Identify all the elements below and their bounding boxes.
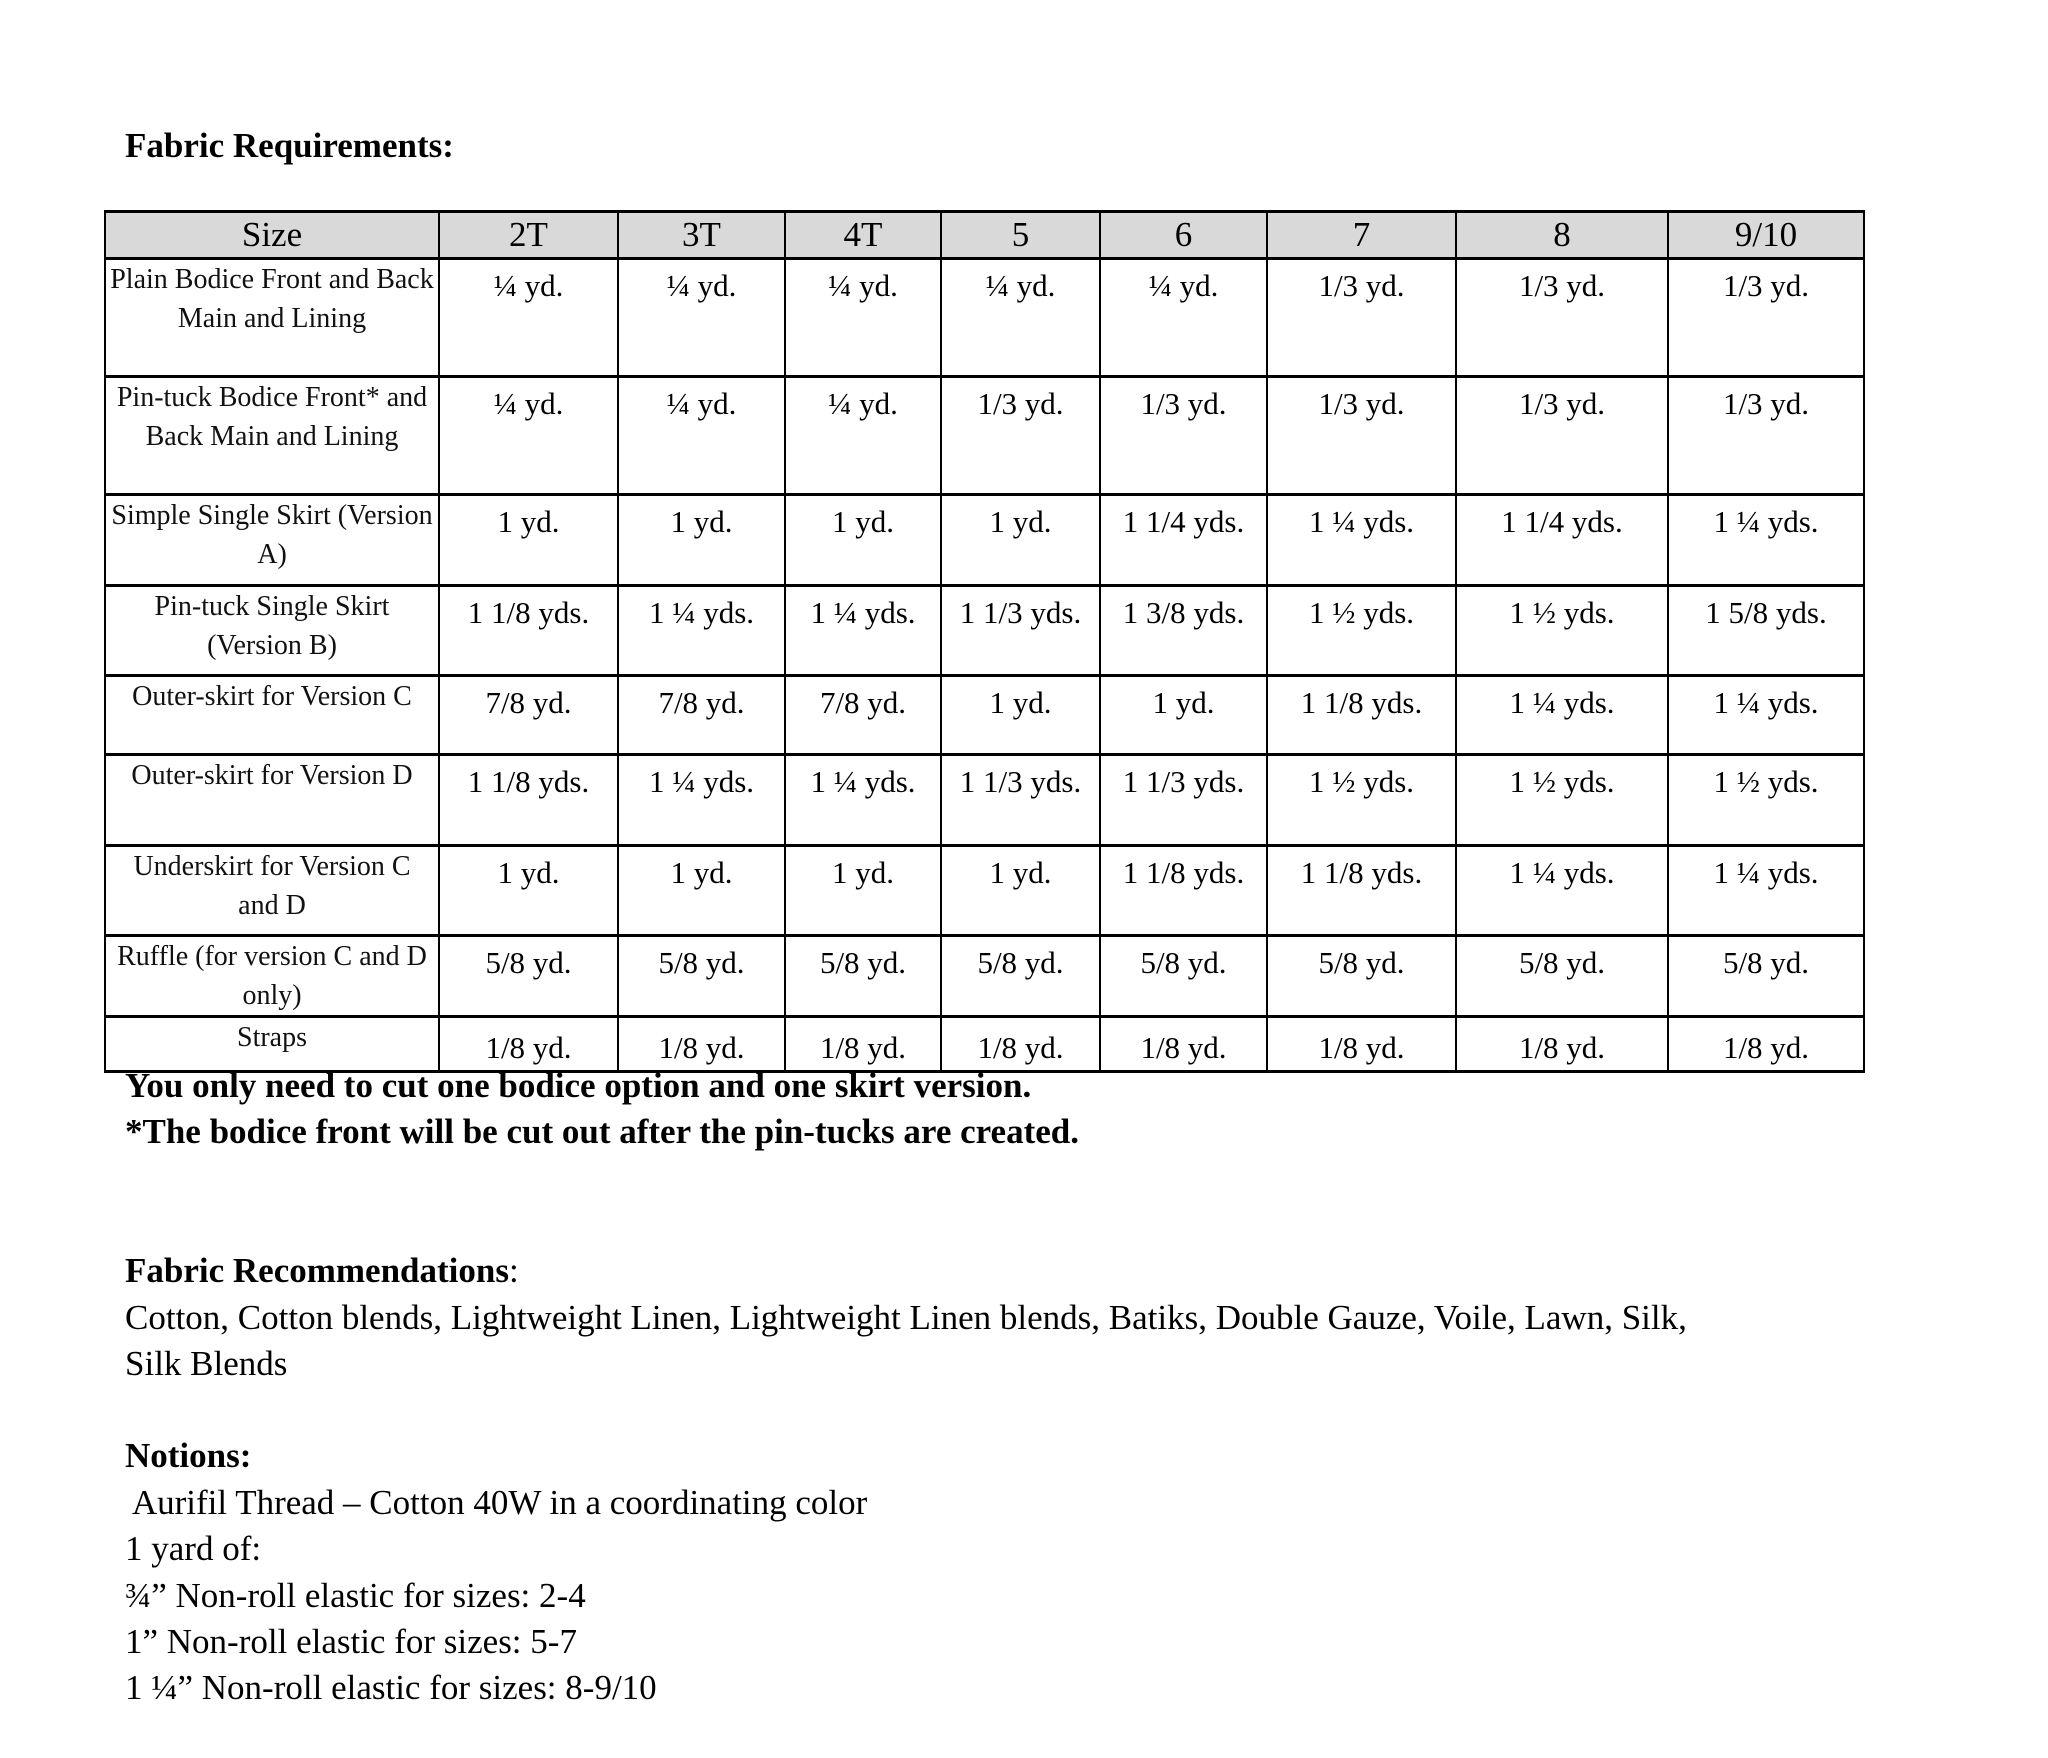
table-cell: 1 ¼ yds. bbox=[1456, 846, 1668, 936]
table-cell: 1 ¼ yds. bbox=[1668, 846, 1864, 936]
notion-item: 1” Non-roll elastic for sizes: 5-7 bbox=[125, 1622, 577, 1661]
header-size-7: 7 bbox=[1267, 212, 1456, 259]
table-cell: 1 yd. bbox=[785, 846, 941, 936]
table-cell: 1 ½ yds. bbox=[1267, 586, 1456, 676]
header-size-5: 5 bbox=[941, 212, 1100, 259]
table-row bbox=[105, 936, 1864, 1017]
header-size-3T: 3T bbox=[618, 212, 785, 259]
table-cell: 5/8 yd. bbox=[1668, 936, 1864, 1017]
notions-heading: Notions: bbox=[125, 1436, 252, 1475]
table-cell: ¼ yd. bbox=[941, 259, 1100, 377]
header-size-4T: 4T bbox=[785, 212, 941, 259]
table-cell: ¼ yd. bbox=[1100, 259, 1267, 377]
table-cell: ¼ yd. bbox=[785, 377, 941, 495]
table-cell: 1 yd. bbox=[1100, 676, 1267, 755]
table-cell: 1/3 yd. bbox=[1456, 377, 1668, 495]
table-cell: 1 yd. bbox=[785, 495, 941, 586]
table-cell: 1/3 yd. bbox=[941, 377, 1100, 495]
table-cell: 5/8 yd. bbox=[1100, 936, 1267, 1017]
table-cell: 1/8 yd. bbox=[941, 1017, 1100, 1072]
table-cell: 1 1/4 yds. bbox=[1100, 495, 1267, 586]
table-cell: 1 ¼ yds. bbox=[1668, 676, 1864, 755]
table-row bbox=[105, 259, 1864, 377]
table-row bbox=[105, 846, 1864, 936]
table-cell: 1 ¼ yds. bbox=[618, 586, 785, 676]
table-cell: 1 ¼ yds. bbox=[1456, 676, 1668, 755]
table-cell: 1 1/8 yds. bbox=[439, 755, 618, 846]
row-label: Pin-tuck Single Skirt (Version B) bbox=[105, 586, 439, 676]
table-cell: 1 1/3 yds. bbox=[1100, 755, 1267, 846]
table-cell: 1 yd. bbox=[941, 846, 1100, 936]
row-label: Outer-skirt for Version D bbox=[105, 755, 439, 846]
table-cell: 1 yd. bbox=[941, 495, 1100, 586]
table-header-row bbox=[105, 212, 1864, 259]
row-label: Ruffle (for version C and D only) bbox=[105, 936, 439, 1017]
table-cell: 1 5/8 yds. bbox=[1668, 586, 1864, 676]
table-row bbox=[105, 755, 1864, 846]
table-cell: 1/8 yd. bbox=[785, 1017, 941, 1072]
table-cell: 1 3/8 yds. bbox=[1100, 586, 1267, 676]
table-cell: 1 ½ yds. bbox=[1456, 586, 1668, 676]
table-cell: 5/8 yd. bbox=[1456, 936, 1668, 1017]
table-row bbox=[105, 377, 1864, 495]
table-cell: 1/3 yd. bbox=[1668, 259, 1864, 377]
recommendations-colon: : bbox=[508, 1251, 519, 1290]
note-bodice-front: *The bodice front will be cut out after the pin-tucks are created. bbox=[125, 1112, 1079, 1151]
table-cell: 1/3 yd. bbox=[1267, 259, 1456, 377]
table-row bbox=[105, 495, 1864, 586]
header-size-9-10: 9/10 bbox=[1668, 212, 1864, 259]
table-cell: 1/3 yd. bbox=[1668, 377, 1864, 495]
header-size-8: 8 bbox=[1456, 212, 1668, 259]
table-cell: 5/8 yd. bbox=[1267, 936, 1456, 1017]
table-row bbox=[105, 1017, 1864, 1072]
table-cell: 7/8 yd. bbox=[785, 676, 941, 755]
table-cell: ¼ yd. bbox=[618, 377, 785, 495]
table-cell: 1 ½ yds. bbox=[1668, 755, 1864, 846]
header-size-6: 6 bbox=[1100, 212, 1267, 259]
row-label: Straps bbox=[105, 1017, 439, 1072]
table-cell: 1/8 yd. bbox=[1668, 1017, 1864, 1072]
recommendations-heading: Fabric Recommendations bbox=[125, 1251, 509, 1290]
row-label: Underskirt for Version C and D bbox=[105, 846, 439, 936]
table-cell: 1/8 yd. bbox=[1456, 1017, 1668, 1072]
note-cut-one: You only need to cut one bodice option and one skirt version. bbox=[125, 1066, 1032, 1105]
header-size: Size bbox=[105, 212, 439, 259]
table-cell: 1/8 yd. bbox=[1100, 1017, 1267, 1072]
table-cell: 1 1/8 yds. bbox=[439, 586, 618, 676]
notion-item: ¾” Non-roll elastic for sizes: 2-4 bbox=[125, 1576, 586, 1615]
table-cell: 1 ¼ yds. bbox=[785, 586, 941, 676]
table-cell: 7/8 yd. bbox=[439, 676, 618, 755]
row-label: Simple Single Skirt (Version A) bbox=[105, 495, 439, 586]
table-cell: ¼ yd. bbox=[785, 259, 941, 377]
table-cell: 1 yd. bbox=[618, 495, 785, 586]
table-row bbox=[105, 676, 1864, 755]
table-cell: 1/3 yd. bbox=[1267, 377, 1456, 495]
row-label: Outer-skirt for Version C bbox=[105, 676, 439, 755]
table-cell: 5/8 yd. bbox=[941, 936, 1100, 1017]
table-cell: 1 ¼ yds. bbox=[1267, 495, 1456, 586]
table-row bbox=[105, 586, 1864, 676]
table-cell: 1 ¼ yds. bbox=[618, 755, 785, 846]
table-cell: 1/8 yd. bbox=[1267, 1017, 1456, 1072]
recommendations-heading-line bbox=[125, 1251, 519, 1291]
notion-item: 1 yard of: bbox=[125, 1529, 262, 1568]
table-cell: 1 yd. bbox=[941, 676, 1100, 755]
table-cell: 7/8 yd. bbox=[618, 676, 785, 755]
table-cell: 1/8 yd. bbox=[439, 1017, 618, 1072]
table-cell: 5/8 yd. bbox=[618, 936, 785, 1017]
table-cell: 1 ¼ yds. bbox=[1668, 495, 1864, 586]
table-cell: 1 yd. bbox=[439, 495, 618, 586]
notion-item: Aurifil Thread – Cotton 40W in a coordinating color bbox=[125, 1483, 868, 1522]
table-cell: 5/8 yd. bbox=[439, 936, 618, 1017]
table-cell: 1 ½ yds. bbox=[1456, 755, 1668, 846]
row-label: Plain Bodice Front and Back Main and Lining bbox=[105, 259, 439, 377]
table-cell: 1 1/4 yds. bbox=[1456, 495, 1668, 586]
table-cell: 1/3 yd. bbox=[1456, 259, 1668, 377]
table-cell: 1 ½ yds. bbox=[1267, 755, 1456, 846]
table-cell: 1 1/3 yds. bbox=[941, 755, 1100, 846]
fabric-requirements-table bbox=[104, 210, 1865, 1073]
page-title: Fabric Requirements: bbox=[125, 126, 454, 165]
table-cell: 1/3 yd. bbox=[1100, 377, 1267, 495]
notion-item: 1 ¼” Non-roll elastic for sizes: 8-9/10 bbox=[125, 1668, 657, 1707]
table-cell: ¼ yd. bbox=[439, 377, 618, 495]
table-cell: ¼ yd. bbox=[439, 259, 618, 377]
row-label: Pin-tuck Bodice Front* and Back Main and Lining bbox=[105, 377, 439, 495]
table-cell: 1 ¼ yds. bbox=[785, 755, 941, 846]
header-size-2T: 2T bbox=[439, 212, 618, 259]
table-cell: 1 1/8 yds. bbox=[1267, 846, 1456, 936]
table-cell: ¼ yd. bbox=[618, 259, 785, 377]
table-cell: 1 1/8 yds. bbox=[1267, 676, 1456, 755]
table-cell: 1 yd. bbox=[618, 846, 785, 936]
recommendations-text-line-1: Cotton, Cotton blends, Lightweight Linen, Lightweight Linen blends, Batiks, Double Gauze, Voile, Lawn, Silk, bbox=[125, 1298, 1687, 1337]
table-cell: 1 yd. bbox=[439, 846, 618, 936]
recommendations-text-line-2: Silk Blends bbox=[125, 1344, 288, 1383]
table-cell: 1 1/3 yds. bbox=[941, 586, 1100, 676]
table-cell: 5/8 yd. bbox=[785, 936, 941, 1017]
table-cell: 1/8 yd. bbox=[618, 1017, 785, 1072]
table-cell: 1 1/8 yds. bbox=[1100, 846, 1267, 936]
